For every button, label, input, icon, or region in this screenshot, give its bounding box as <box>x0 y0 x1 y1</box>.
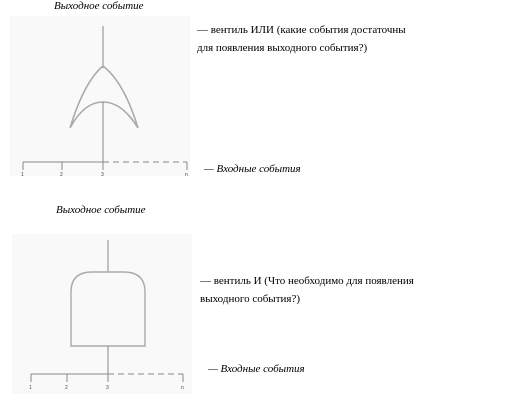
or-gate-description-line: — вентиль ИЛИ (какие события достаточны <box>197 24 406 36</box>
or-input-tick-label: 1 <box>21 172 24 178</box>
and-gate-symbol <box>71 272 145 346</box>
and-input-tick-label: 1 <box>29 385 32 391</box>
and-gate-description <box>200 272 414 308</box>
and-gate-description-line: — вентиль И (Что необходимо для появления <box>200 275 414 287</box>
or-gate-description <box>197 21 406 57</box>
and-gate-figure <box>29 240 184 391</box>
and-input-tick-label: 2 <box>65 385 68 391</box>
or-input-tick-label: n <box>185 172 188 178</box>
and-input-tick-label: 3 <box>106 385 109 391</box>
or-output-event-label: Выходное событие <box>54 0 144 12</box>
or-input-tick-label: 2 <box>60 172 63 178</box>
or-gate-description-line: для появления выходного события?) <box>197 42 368 54</box>
and-input-tick-label: n <box>181 385 184 391</box>
or-gate-symbol <box>70 66 138 128</box>
and-input-events-label: — Входные события <box>208 363 305 375</box>
and-output-event-label: Выходное событие <box>56 204 146 216</box>
and-gate-description-line: выходного события?) <box>200 293 300 305</box>
or-gate-figure <box>21 26 188 178</box>
or-input-tick-label: 3 <box>101 172 104 178</box>
or-input-events-label: — Входные события <box>204 163 301 175</box>
